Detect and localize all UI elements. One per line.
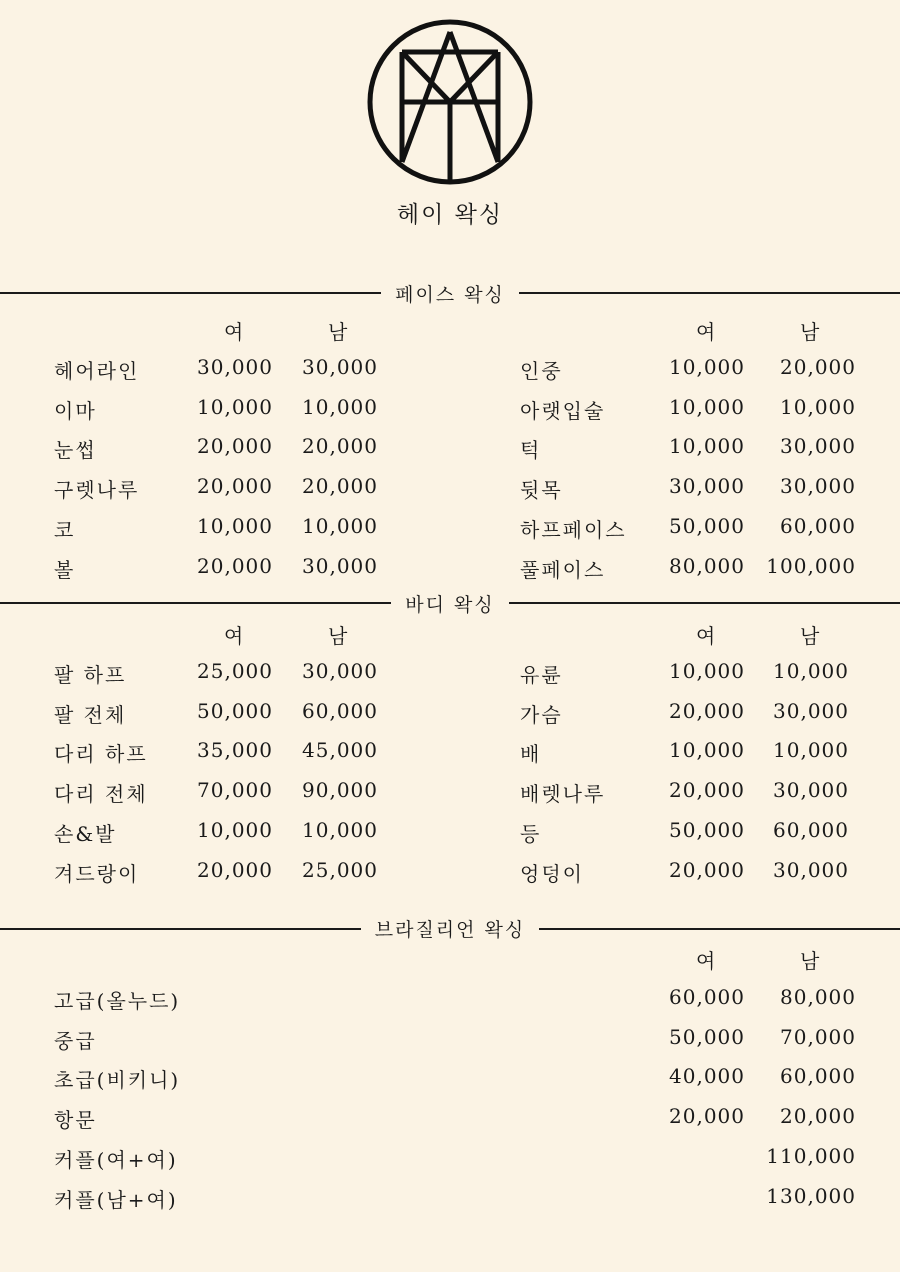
body-right-male-price: 60,000 [773, 817, 849, 842]
body-section-title: 바디 왁싱 [0, 590, 900, 617]
face-right-female-header: 여 [696, 320, 716, 344]
body-left-female-price: 70,000 [197, 778, 273, 803]
face-left-male-header: 남 [328, 320, 348, 344]
brazilian-male-price: 60,000 [780, 1064, 856, 1089]
body-right-item-name: 등 [520, 821, 542, 846]
body-left-item-name: 다리 전체 [54, 782, 148, 807]
face-left-female-price: 10,000 [197, 394, 273, 419]
face-left-female-price: 20,000 [197, 553, 273, 578]
brazilian-male-price: 80,000 [780, 985, 856, 1009]
face-right-female-price: 10,000 [669, 434, 745, 459]
body-right-male-price: 30,000 [773, 778, 849, 803]
face-left-male-price: 30,000 [302, 355, 378, 379]
body-left-male-price: 30,000 [302, 659, 378, 683]
face-left-female-price: 10,000 [197, 513, 273, 538]
face-right-female-price: 50,000 [669, 513, 745, 538]
brazilian-item-name: 초급(비키니) [54, 1068, 181, 1093]
face-left-item-name: 구렛나루 [54, 478, 140, 503]
face-left-item-name: 이마 [54, 398, 97, 423]
face-left-item-name: 볼 [54, 557, 76, 582]
face-right-female-price: 10,000 [669, 355, 745, 379]
body-right-male-price: 30,000 [773, 698, 849, 723]
face-left-male-price: 10,000 [302, 513, 378, 538]
face-right-female-price: 30,000 [669, 474, 745, 499]
brand-logo-icon [362, 12, 538, 192]
body-left-item-name: 겨드랑이 [54, 861, 140, 886]
body-left-female-price: 20,000 [197, 857, 273, 882]
brazilian-male-header: 남 [800, 949, 820, 973]
face-left-item-name: 눈썹 [54, 438, 97, 463]
face-left-female-price: 20,000 [197, 434, 273, 459]
brazilian-female-price: 50,000 [669, 1024, 745, 1049]
face-right-male-price: 60,000 [780, 513, 856, 538]
brazilian-female-price: 40,000 [669, 1064, 745, 1089]
face-right-male-price: 30,000 [780, 434, 856, 459]
face-right-male-price: 20,000 [780, 355, 856, 379]
body-right-male-price: 30,000 [773, 857, 849, 882]
body-left-male-price: 60,000 [302, 698, 378, 723]
brazilian-female-header: 여 [696, 949, 716, 973]
brazilian-item-name: 항문 [54, 1108, 97, 1133]
body-right-female-price: 20,000 [669, 698, 745, 723]
face-section-title: 페이스 왁싱 [0, 280, 900, 307]
body-left-female-price: 35,000 [197, 738, 273, 763]
face-right-item-name: 턱 [520, 438, 542, 463]
face-left-male-price: 20,000 [302, 434, 378, 459]
face-left-female-header: 여 [224, 320, 244, 344]
face-right-male-price: 30,000 [780, 474, 856, 499]
body-left-item-name: 손&발 [54, 821, 117, 846]
face-right-female-price: 10,000 [669, 394, 745, 419]
face-left-male-price: 30,000 [302, 553, 378, 578]
brazilian-item-name: 커플(여+여) [54, 1147, 178, 1172]
brazilian-male-price: 20,000 [780, 1104, 856, 1129]
face-right-item-name: 인중 [520, 359, 563, 383]
brazilian-item-name: 고급(올누드) [54, 989, 181, 1013]
body-right-female-price: 20,000 [669, 857, 745, 882]
face-right-item-name: 하프페이스 [520, 517, 627, 542]
brazilian-female-price: 20,000 [669, 1104, 745, 1129]
body-left-item-name: 팔 하프 [54, 663, 127, 687]
brazilian-male-price: 70,000 [780, 1024, 856, 1049]
brazilian-item-name: 중급 [54, 1028, 97, 1053]
brazilian-male-price: 110,000 [766, 1143, 856, 1168]
brazilian-male-price: 130,000 [766, 1183, 856, 1208]
body-left-female-price: 10,000 [197, 817, 273, 842]
body-left-male-price: 10,000 [302, 817, 378, 842]
body-left-male-header: 남 [328, 624, 348, 648]
body-left-female-price: 25,000 [197, 659, 273, 683]
body-right-female-price: 50,000 [669, 817, 745, 842]
face-right-male-header: 남 [800, 320, 820, 344]
body-right-male-header: 남 [800, 624, 820, 648]
body-right-item-name: 유륜 [520, 663, 563, 687]
face-left-female-price: 30,000 [197, 355, 273, 379]
body-left-male-price: 45,000 [302, 738, 378, 763]
body-left-item-name: 팔 전체 [54, 702, 127, 727]
brazilian-female-price: 60,000 [669, 985, 745, 1009]
body-right-female-header: 여 [696, 624, 716, 648]
body-left-male-price: 90,000 [302, 778, 378, 803]
body-left-item-name: 다리 하프 [54, 742, 148, 767]
face-right-male-price: 10,000 [780, 394, 856, 419]
face-left-female-price: 20,000 [197, 474, 273, 499]
body-right-female-price: 20,000 [669, 778, 745, 803]
brazilian-section-title: 브라질리언 왁싱 [0, 915, 900, 942]
body-right-item-name: 엉덩이 [520, 861, 584, 886]
face-left-male-price: 20,000 [302, 474, 378, 499]
face-right-male-price: 100,000 [766, 553, 856, 578]
face-left-item-name: 헤어라인 [54, 359, 140, 383]
face-left-male-price: 10,000 [302, 394, 378, 419]
body-left-male-price: 25,000 [302, 857, 378, 882]
body-right-item-name: 가슴 [520, 702, 563, 727]
body-right-item-name: 배렛나루 [520, 782, 606, 807]
face-left-item-name: 코 [54, 517, 76, 542]
body-left-female-price: 50,000 [197, 698, 273, 723]
face-right-female-price: 80,000 [669, 553, 745, 578]
body-right-male-price: 10,000 [773, 659, 849, 683]
face-right-item-name: 뒷목 [520, 478, 563, 503]
body-right-male-price: 10,000 [773, 738, 849, 763]
brazilian-item-name: 커플(남+여) [54, 1187, 178, 1212]
body-right-item-name: 배 [520, 742, 542, 767]
body-left-female-header: 여 [224, 624, 244, 648]
brand-name: 헤이 왁싱 [396, 202, 504, 228]
face-right-item-name: 아랫입술 [520, 398, 606, 423]
face-right-item-name: 풀페이스 [520, 557, 606, 582]
body-right-female-price: 10,000 [669, 738, 745, 763]
body-right-female-price: 10,000 [669, 659, 745, 683]
